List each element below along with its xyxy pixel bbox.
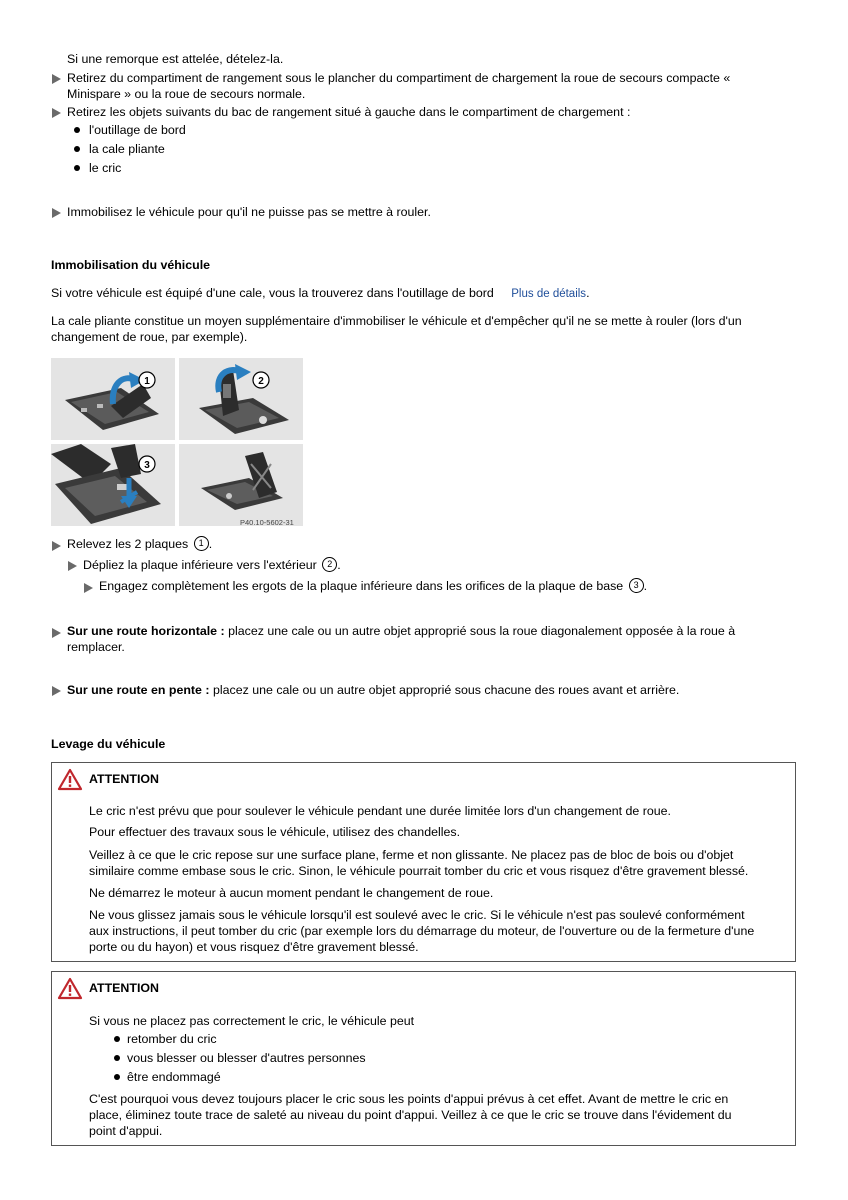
slope-road-text: placez une cale ou un autre objet approprié sous chacune des roues avant et arrière.: [212, 683, 680, 697]
warning-text: similaire comme embase sous le cric. Sinon, le véhicule pourrait tomber du cric et vous risquez d'être gravement blessé.: [89, 864, 749, 878]
figure-photo-4: [179, 444, 303, 526]
figure-callout-3: 3: [144, 460, 150, 471]
warning-bullet: vous blesser ou blesser d'autres personnes: [127, 1051, 366, 1065]
warning-box-1: [51, 762, 796, 962]
step-3: Engagez complètement les ergots de la plaque inférieure dans les orifices de la plaque de base 3 .: [99, 579, 648, 593]
bullet-icon: [114, 1074, 120, 1080]
details-link[interactable]: Plus de détails: [511, 288, 587, 300]
warning-text: aux instructions, il peut tomber du cric (par exemple lors du démarrage du moteur, de l'ouverture ou de la fermeture d'une: [89, 924, 755, 938]
warning-text: Le cric n'est prévu que pour soulever le véhicule pendant une durée limitée lors d'un changement de roue.: [89, 804, 671, 818]
warning-text: C'est pourquoi vous devez toujours placer le cric sous les points d'appui prévus à cet effet. Avant de mettre le cric en: [89, 1092, 729, 1106]
paragraph: Si votre véhicule est équipé d'une cale, vous la trouverez dans l'outillage de bord Plus de détails.: [51, 286, 590, 300]
warning-title: ATTENTION: [89, 772, 159, 786]
bullet-icon: [114, 1055, 120, 1061]
warning-text: Veillez à ce que le cric repose sur une surface plane, ferme et non glissante. Ne placez pas de bloc de bois ou d'objet: [89, 848, 734, 862]
warning-box-2: [51, 971, 796, 1146]
bullet-item: la cale pliante: [89, 142, 165, 156]
intro-item-2: Retirez les objets suivants du bac de rangement situé à gauche dans le compartiment de chargement :: [67, 105, 631, 119]
bullet-icon: [74, 146, 80, 152]
intro-item-3: Immobilisez le véhicule pour qu'il ne puisse pas se mettre à rouler.: [67, 205, 431, 219]
step-2-number: 2: [322, 557, 337, 572]
warning-title: ATTENTION: [89, 981, 159, 995]
step-arrow-icon: [52, 686, 61, 696]
horizontal-road-label: Sur une route horizontale :: [67, 624, 225, 638]
step-1-text: Relevez les 2 plaques: [67, 537, 189, 551]
step-1-number: 1: [194, 536, 209, 551]
warning-triangle-icon: [57, 768, 83, 791]
paragraph-line: changement de roue, par exemple).: [51, 330, 248, 344]
intro-line: Si une remorque est attelée, dételez-la.: [67, 52, 284, 66]
step-2: Dépliez la plaque inférieure vers l'extérieur 2 .: [83, 558, 341, 572]
figure-caption: P40.10-5602-31: [240, 518, 294, 527]
figure-photo-3: [51, 444, 175, 526]
step-arrow-icon: [52, 74, 61, 84]
horizontal-road-line1: [67, 624, 735, 640]
warning-bullet: être endommagé: [127, 1070, 221, 1084]
step-arrow-icon: [68, 561, 77, 571]
bullet-item: le cric: [89, 161, 122, 175]
step-arrow-icon: [52, 208, 61, 218]
warning-text: Ne démarrez le moteur à aucun moment pendant le changement de roue.: [89, 886, 494, 900]
warning-text: point d'appui.: [89, 1124, 163, 1138]
step-arrow-icon: [52, 108, 61, 118]
horizontal-road-text: placez une cale ou un autre objet approprié sous la roue diagonalement opposée à la roue à: [228, 624, 736, 638]
paragraph-line: La cale pliante constitue un moyen supplémentaire d'immobiliser le véhicule et d'empêcher qu'il ne se mette à rouler (lors d'un: [51, 314, 742, 328]
warning-text: Pour effectuer des travaux sous le véhicule, utilisez des chandelles.: [89, 825, 461, 839]
step-2-text: Dépliez la plaque inférieure vers l'extérieur: [83, 558, 317, 572]
slope-road-line: [67, 683, 679, 699]
figure-photo-2: [179, 358, 303, 440]
step-1: Relevez les 2 plaques 1 .: [67, 537, 213, 551]
step-3-number: 3: [629, 578, 644, 593]
warning-text: Si vous ne placez pas correctement le cric, le véhicule peut: [89, 1014, 415, 1028]
step-3-text: Engagez complètement les ergots de la plaque inférieure dans les orifices de la plaque de base: [99, 579, 624, 593]
step-arrow-icon: [52, 541, 61, 551]
warning-text: place, éliminez toute trace de saleté au niveau du point d'appui. Veillez à ce que le cric se trouve dans l'évidement du: [89, 1108, 732, 1122]
intro-item-1-line1: Retirez du compartiment de rangement sous le plancher du compartiment de chargement la roue de secours compacte «: [67, 71, 731, 85]
step-arrow-icon: [84, 583, 93, 593]
figure-photo-1: [51, 358, 175, 440]
bullet-icon: [74, 127, 80, 133]
warning-triangle-icon: [57, 977, 83, 1000]
bullet-icon: [114, 1036, 120, 1042]
warning-text: Ne vous glissez jamais sous le véhicule lorsqu'il est soulevé avec le cric. Si le véhicule n'est pas soulevé conformément: [89, 908, 745, 922]
bullet-icon: [74, 165, 80, 171]
slope-road-label: Sur une route en pente :: [67, 683, 210, 697]
warning-bullet: retomber du cric: [127, 1032, 217, 1046]
section-heading-levage: Levage du véhicule: [51, 737, 166, 751]
figure-callout-1: 1: [144, 376, 150, 387]
figure-callout-2: 2: [258, 376, 264, 387]
step-arrow-icon: [52, 628, 61, 638]
horizontal-road-line2: remplacer.: [67, 640, 125, 654]
paragraph-text: Si votre véhicule est équipé d'une cale, vous la trouverez dans l'outillage de bord: [51, 286, 494, 300]
section-heading-immobilisation: Immobilisation du véhicule: [51, 258, 211, 272]
warning-text: porte ou du hayon) et vous risquez d'être gravement blessé.: [89, 940, 419, 954]
bullet-item: l'outillage de bord: [89, 123, 186, 137]
intro-item-1-line2: Minispare » ou la roue de secours normale.: [67, 87, 306, 101]
